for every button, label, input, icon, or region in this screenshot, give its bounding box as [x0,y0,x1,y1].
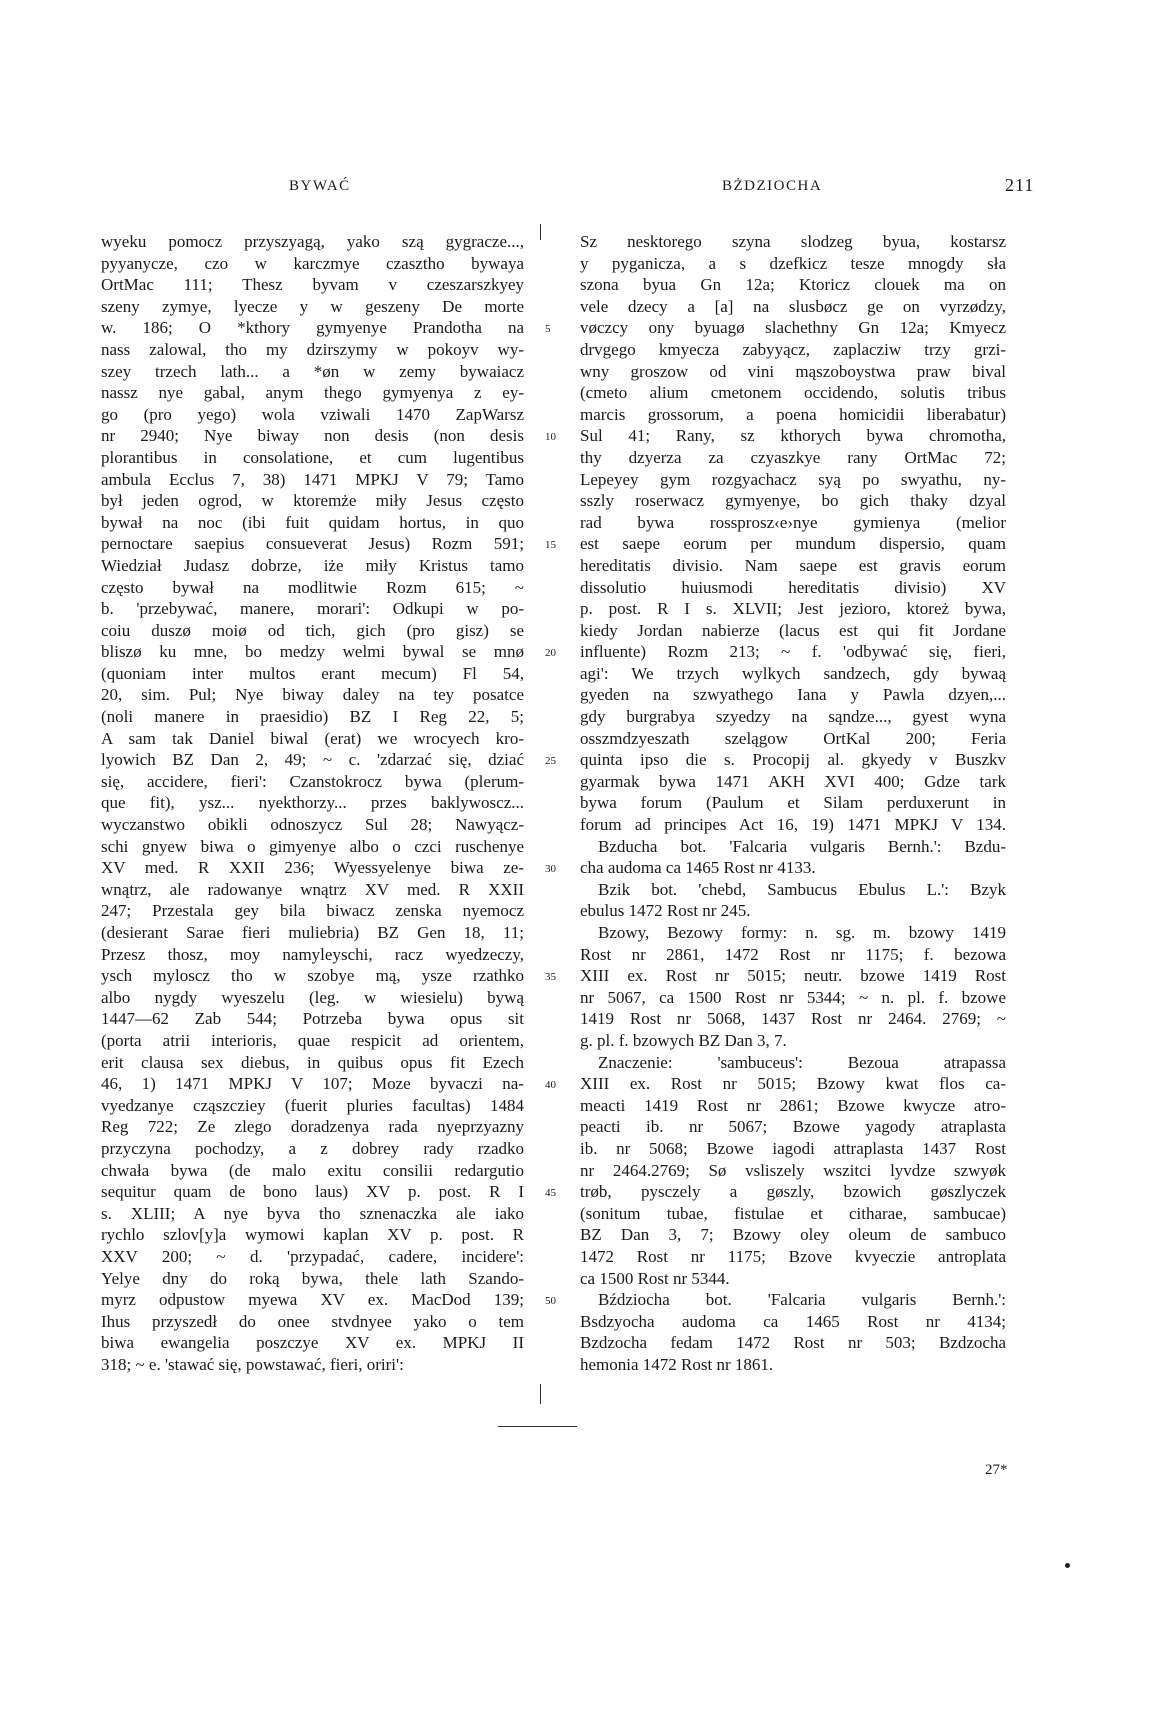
text-line: nr 5067, ca 1500 Rost nr 5344; ~ n. pl. f. bzowe [580,987,1006,1007]
text-line: (porta atrii interioris, quae respicit ad orientem, [101,1030,524,1050]
right-text-column [580,231,1006,1375]
column-divider-top [540,224,541,240]
text-line: Bzdzocha fedam 1472 Rost nr 503; Bzdzocha [580,1333,1006,1353]
text-line: dissolutio huiusmodi hereditatis divisio) XV [580,577,1006,597]
text-line: kiedy Jordan nabierze (lacus est qui fit Jordane [580,620,1006,640]
text-line: ib. nr 5068; Bzowe iagodi attraplasta 1437 Rost [580,1138,1006,1158]
text-line: się, accidere, fieri': Czanstokrocz bywa (plerum- [101,771,524,791]
text-line: Rost nr 2861, 1472 Rost nr 1175; f. bezowa [580,944,1006,964]
text-line: 46, 1) 1471 MPKJ V 107; Moze byvaczi na- [101,1074,524,1094]
text-line: ca 1500 Rost nr 5344. [580,1268,730,1288]
text-line: cha audoma ca 1465 Rost nr 4133. [580,858,816,878]
text-line: często bywał na modlitwie Rozm 615; ~ [101,577,524,597]
text-line: gyarmak bywa 1471 AKH XVI 400; Gdze tark [580,771,1006,791]
text-line: BZ Dan 3, 7; Bzowy oley oleum de sambuco [580,1225,1006,1245]
running-head-left: BYWAĆ [289,178,351,194]
text-line: wyczanstwo obikli odnoszycz Sul 28; Nawyącz- [101,815,524,835]
running-head-right: BŻDZIOCHA [722,178,823,194]
text-line: hereditatis divisio. Nam saepe est gravis eorum [580,555,1006,575]
text-line: est saepe eorum per mundum dispersio, quam [580,534,1006,554]
text-line: g. pl. f. bzowych BZ Dan 3, 7. [580,1030,787,1050]
line-number: 35 [545,971,556,984]
text-line: vyedzanye cząszcziey (fuerit pluries facultas) 1484 [101,1095,524,1115]
text-line: go (pro yego) wola vziwali 1470 ZapWarsz [101,404,524,424]
text-line: wyeku pomocz przyszyagą, yako szą gygracze..., [101,232,524,251]
text-line: drvgego kmyecza zabyyącz, zaplacziw trzy grzi- [580,339,1006,359]
text-line: schi gnyew biwa o gimyenye albo o czci ruschenye [101,836,524,856]
text-line: XXV 200; ~ d. 'przypadać, cadere, incidere': [101,1246,524,1266]
text-line: vele dzecy a [a] na slusbøcz ge on vyrzødzy, [580,296,1006,316]
text-line: Sul 41; Rany, sz kthorych bywa chromotha, [580,426,1006,446]
text-line: nr 2464.2769; Sø vsliszely wszitci lyvdze szwyøk [580,1160,1006,1180]
text-line: sequitur quam de bono laus) XV p. post. R I [101,1182,524,1202]
line-number: 5 [545,323,551,336]
text-line: OrtMac 111; Thesz byvam v czeszarszkyey [101,275,524,295]
text-line: agi': We trzych wylkych sandzech, gdy bywaą [580,663,1006,683]
text-line: Bzik bot. 'chebd, Sambucus Ebulus L.': Bzyk [598,879,1006,899]
text-line: 1419 Rost nr 5068, 1437 Rost nr 2464. 2769; ~ [580,1009,1006,1029]
text-line: rad bywa rossprosz‹e›nye gymienya (melior [580,512,1006,532]
text-line: pyyanycze, czo w karczmye czasztho bywaya [101,253,524,273]
text-line: XV med. R XXII 236; Wyessyelenye biwa ze- [101,858,524,878]
text-line: wnątrz, ale radowanye wnątrz XV med. R XXII [101,879,524,899]
text-line: osszmdzyeszath szelągow OrtKal 200; Feria [580,728,1006,748]
text-line: przyczyna pochodzy, a z dobrey rady rzadko [101,1138,524,1158]
text-line: meacti 1419 Rost nr 2861; Bzowe kwycze atro- [580,1095,1006,1115]
text-line: Bździocha bot. 'Falcaria vulgaris Bernh.': [598,1290,1006,1310]
text-line: (desierant Sarae fieri muliebria) BZ Gen 18, 11; [101,923,524,942]
text-line: 20, sim. Pul; Nye biway daley na tey posatce [101,685,524,705]
text-line: pernoctare saepius consueverat Jesus) Rozm 591; [101,534,524,554]
text-line: 318; ~ e. 'stawać się, powstawać, fieri, oriri': [101,1354,404,1374]
text-line: Wiedział Judasz dobrze, iże miły Kristus tamo [101,555,524,575]
text-line: (quoniam inter multos erant mecum) Fl 54, [101,663,524,683]
text-line: p. post. R I s. XLVII; Jest jezioro, ktoreż bywa, [580,599,1006,619]
text-line: albo nygdy wyeszelu (leg. w wiesielu) bywą [101,987,524,1007]
text-line: bliszø ku mne, bo medzy welmi bywal se mnø [101,642,524,662]
line-number: 40 [545,1079,556,1092]
text-line: erit clausa sex diebus, in quibus opus fit Ezech [101,1052,524,1072]
text-line: XIII ex. Rost nr 5015; neutr. bzowe 1419 Rost [580,966,1006,986]
text-line: Lepeyey gym rozgyachacz syą po swyathu, ny- [580,469,1006,489]
text-line: XIII ex. Rost nr 5015; Bzowy kwat flos ca- [580,1074,1006,1094]
text-line: Reg 722; Ze zlego doradzenya rada nyeprzyazny [101,1117,524,1137]
text-line: peacti ib. nr 5067; Bzowe yagody atraplasta [580,1117,1006,1137]
text-line: (noli manere in praesidio) BZ I Reg 22, 5; [101,707,524,727]
text-line: 1472 Rost nr 1175; Bzove kvyeczie antroplata [580,1246,1006,1266]
text-line: lyowich BZ Dan 2, 49; ~ c. 'zdarzać się, dziać [101,750,524,770]
text-line: Bsdzyocha audoma ca 1465 Rost nr 4134; [580,1311,1006,1331]
text-line: ambula Ecclus 7, 38) 1471 MPKJ V 79; Tamo [101,469,524,489]
text-line: ysch myloscz tho w szobye mą, ysze rzathko [101,966,524,986]
text-line: (sonitum tubae, fistulae et citharae, sambucae) [580,1203,1006,1223]
text-line: s. XLIII; A nye byva tho sznenaczka ale iako [101,1203,524,1223]
text-line: coiu duszø moiø od tich, gich (pro gisz) se [101,620,524,640]
text-line: biwa ewangelia poszczye XV ex. MPKJ II [101,1333,524,1353]
text-line: szona byua Gn 12a; Ktoricz clouek ma on [580,275,1006,295]
text-line: nr 2940; Nye biway non desis (non desis [101,426,524,446]
text-line: vøczcy ony byuagø slachethny Gn 12a; Kmyecz [580,318,1006,338]
text-line: w. 186; O *kthory gymyenye Prandotha na [101,318,524,338]
text-line: A sam tak Daniel biwal (erat) we wrocyech kro- [101,728,524,748]
text-line: que fit), ysz... nyekthorzy... przes baklywoscz... [101,793,524,813]
text-line: quinta ipso die s. Procopij al. gkyedy v Buszkv [580,750,1006,770]
text-line: y pyganicza, a s dzefkicz tesze mnogdy sła [580,253,1006,273]
text-line: (cmeto alium cmetonem occidendo, solutis tribus [580,383,1006,403]
text-line: bywa forum (Paulum et Silam perduxerunt in [580,793,1006,813]
text-line: wny groszow od vini mąszoboystwa praw bival [580,361,1006,381]
text-line: 247; Przestala gey bila biwacz zenska nyemocz [101,901,524,921]
text-line: myrz odpustow myewa XV ex. MacDod 139; [101,1290,524,1310]
text-line: forum ad principes Act 16, 19) 1471 MPKJ V 134. [580,815,1006,835]
text-line: Bzducha bot. 'Falcaria vulgaris Bernh.': Bzdu- [598,836,1006,856]
text-line: Ihus przyszedł do onee stvdnyee yako o tem [101,1311,524,1331]
line-number: 45 [545,1187,556,1200]
line-number: 25 [545,755,556,768]
text-line: thy dzyerza za czyaszkye rany OrtMac 72; [580,447,1006,467]
text-line: nass zalowal, tho my dzirszymy w pokoyv wy- [101,339,524,359]
text-line: rychlo szlov[y]a wymowi kaplan XV p. post. R [101,1225,524,1245]
text-line: był jeden ogrod, w ktoremże miły Jesus często [101,491,524,511]
text-line: hemonia 1472 Rost nr 1861. [580,1354,774,1374]
line-number: 10 [545,431,556,444]
left-text-column [101,231,524,1375]
text-line: Yelye dny do roką bywa, thele lath Szando- [101,1268,524,1288]
text-line: marcis grossorum, a poena homicidii liberabatur) [580,404,1006,424]
text-line: bywał na noc (ibi fuit quidam hortus, in quo [101,512,524,532]
text-line: ebulus 1472 Rost nr 245. [580,901,751,921]
column-divider-bottom [540,1384,541,1404]
signature-mark: 27* [985,1462,1008,1478]
footer-separator [498,1426,577,1427]
text-line: Znaczenie: 'sambuceus': Bezoua atrapassa [598,1052,1006,1072]
text-line: 1447—62 Zab 544; Potrzeba bywa opus sit [101,1009,524,1029]
text-line: nassz nye gabal, anym thego gymyenya z ey- [101,383,524,403]
text-line: gyeden na szwyathego Iana y Pawla dzyen,... [580,685,1006,705]
line-number: 50 [545,1295,556,1308]
line-number: 15 [545,539,556,552]
text-line: influente) Rozm 213; ~ f. 'odbywać się, fieri, [580,642,1006,662]
text-line: Bzowy, Bezowy formy: n. sg. m. bzowy 1419 [598,923,1006,942]
text-line: szeny zymye, lyecze y w geszeny De morte [101,296,524,316]
text-line: sszly roserwacz gymyenye, bo gich thaky dzyal [580,491,1006,511]
line-number: 20 [545,647,556,660]
text-line: trøb, pysczely a gøszly, bzowich gøszlyczek [580,1182,1006,1202]
text-line: Przesz thosz, moy namyleyschi, racz wyedzeczy, [101,944,524,964]
page-number: 211 [1005,175,1035,195]
text-line: plorantibus in consolatione, et cum lugentibus [101,447,524,467]
text-line: b. 'przebywać, manere, morari': Odkupi w po- [101,599,524,619]
text-line: Sz nesktorego szyna slodzeg byua, kostarsz [580,232,1006,251]
ink-dot [1065,1563,1070,1568]
text-line: szey trzech lath... a *øn w zemy bywaiacz [101,361,524,381]
line-number: 30 [545,863,556,876]
text-line: gdy burgrabya szyedzy na sąndze..., gyest wyna [580,707,1006,727]
text-line: chwała bywa (de malo exitu consilii redargutio [101,1160,524,1180]
